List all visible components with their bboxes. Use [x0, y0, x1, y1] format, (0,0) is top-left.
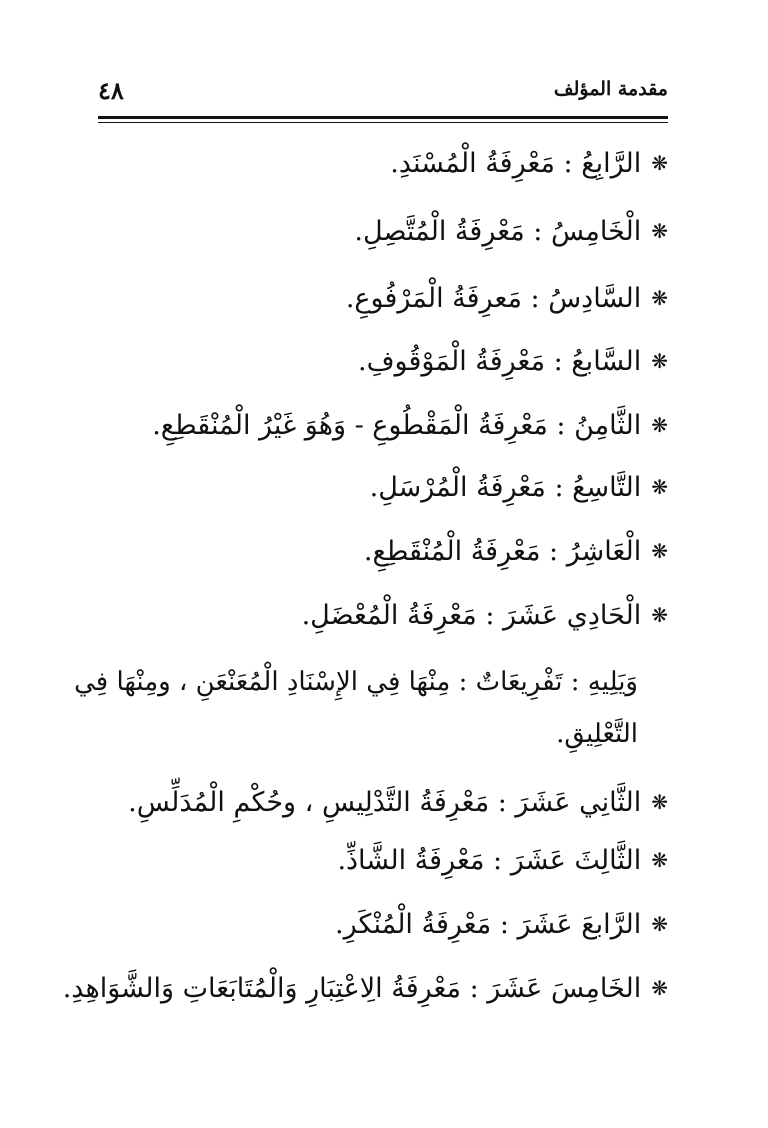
asterisk-bullet-icon: ❋ — [651, 151, 668, 175]
list-item — [98, 902, 668, 946]
list-item — [98, 529, 668, 573]
list-item-text: الْحَادِي عَشَرَ : مَعْرِفَةُ الْمُعْضَلِ. — [301, 600, 642, 631]
list-item — [98, 276, 668, 320]
paragraph-line: التَّعْلِيقِ. — [556, 719, 638, 749]
list-item — [98, 141, 668, 185]
running-title: مقدمة المؤلف — [553, 78, 668, 100]
asterisk-bullet-icon: ❋ — [651, 848, 668, 872]
list-item — [62, 966, 668, 1010]
asterisk-bullet-icon: ❋ — [651, 349, 668, 373]
list-item — [98, 339, 668, 383]
list-item-text: التَّاسِعُ : مَعْرِفَةُ الْمُرْسَلِ. — [369, 472, 642, 503]
list-item — [98, 403, 668, 447]
asterisk-bullet-icon: ❋ — [651, 976, 668, 1000]
list-item-text: الثَّالِثَ عَشَرَ : مَعْرِفَةُ الشَّاذِّ. — [337, 845, 642, 876]
page-header — [98, 78, 668, 118]
list-item — [98, 465, 668, 509]
list-item — [98, 593, 668, 637]
list-item-text: الْعَاشِرُ : مَعْرِفَةُ الْمُنْقَطِعِ. — [363, 536, 642, 567]
asterisk-bullet-icon: ❋ — [651, 286, 668, 310]
list-item-text: السَّابعُ : مَعْرِفَةُ الْمَوْقُوفِ. — [357, 346, 642, 377]
asterisk-bullet-icon: ❋ — [651, 219, 668, 243]
page-number: ٤٨ — [98, 76, 124, 105]
asterisk-bullet-icon: ❋ — [651, 539, 668, 563]
asterisk-bullet-icon: ❋ — [651, 603, 668, 627]
list-item-text: الخَامِسَ عَشَرَ : مَعْرِفَةُ الِاعْتِبَارِ وَالْمُتَابَعَاتِ وَالشَّوَاهِدِ. — [62, 973, 642, 1004]
asterisk-bullet-icon: ❋ — [651, 912, 668, 936]
list-item-text: الرَّابعَ عَشَرَ : مَعْرِفَةُ الْمُنْكَرِ. — [335, 909, 642, 940]
list-item-text: الْخَامِسُ : مَعْرِفَةُ الْمُتَّصِلِ. — [354, 216, 642, 247]
asterisk-bullet-icon: ❋ — [651, 790, 668, 814]
list-item — [98, 780, 668, 824]
asterisk-bullet-icon: ❋ — [651, 475, 668, 499]
list-item — [98, 838, 668, 882]
list-item-text: الرَّابِعُ : مَعْرِفَةُ الْمُسْنَدِ. — [390, 148, 642, 179]
paragraph-line: وَيَلِيهِ : تَفْرِيعَاتٌ : مِنْهَا فِي الإِسْنَادِ الْمُعَنْعَنِ ، ومِنْهَا فِي — [74, 667, 638, 697]
list-item-text: الثَّامِنُ : مَعْرِفَةُ الْمَقْطُوعِ - وَهُوَ غَيْرُ الْمُنْقَطِعِ. — [152, 410, 642, 441]
header-rule-thin — [98, 122, 668, 123]
list-item-text: السَّادِسُ : مَعرِفَةُ الْمَرْفُوعِ. — [345, 283, 642, 314]
asterisk-bullet-icon: ❋ — [651, 413, 668, 437]
header-rule-thick — [98, 116, 668, 119]
list-item — [98, 209, 668, 253]
list-item-text: الثَّانِي عَشَرَ : مَعْرِفَةُ التَّدْلِيسِ ، وحُكْمِ الْمُدَلِّسِ. — [128, 787, 642, 818]
